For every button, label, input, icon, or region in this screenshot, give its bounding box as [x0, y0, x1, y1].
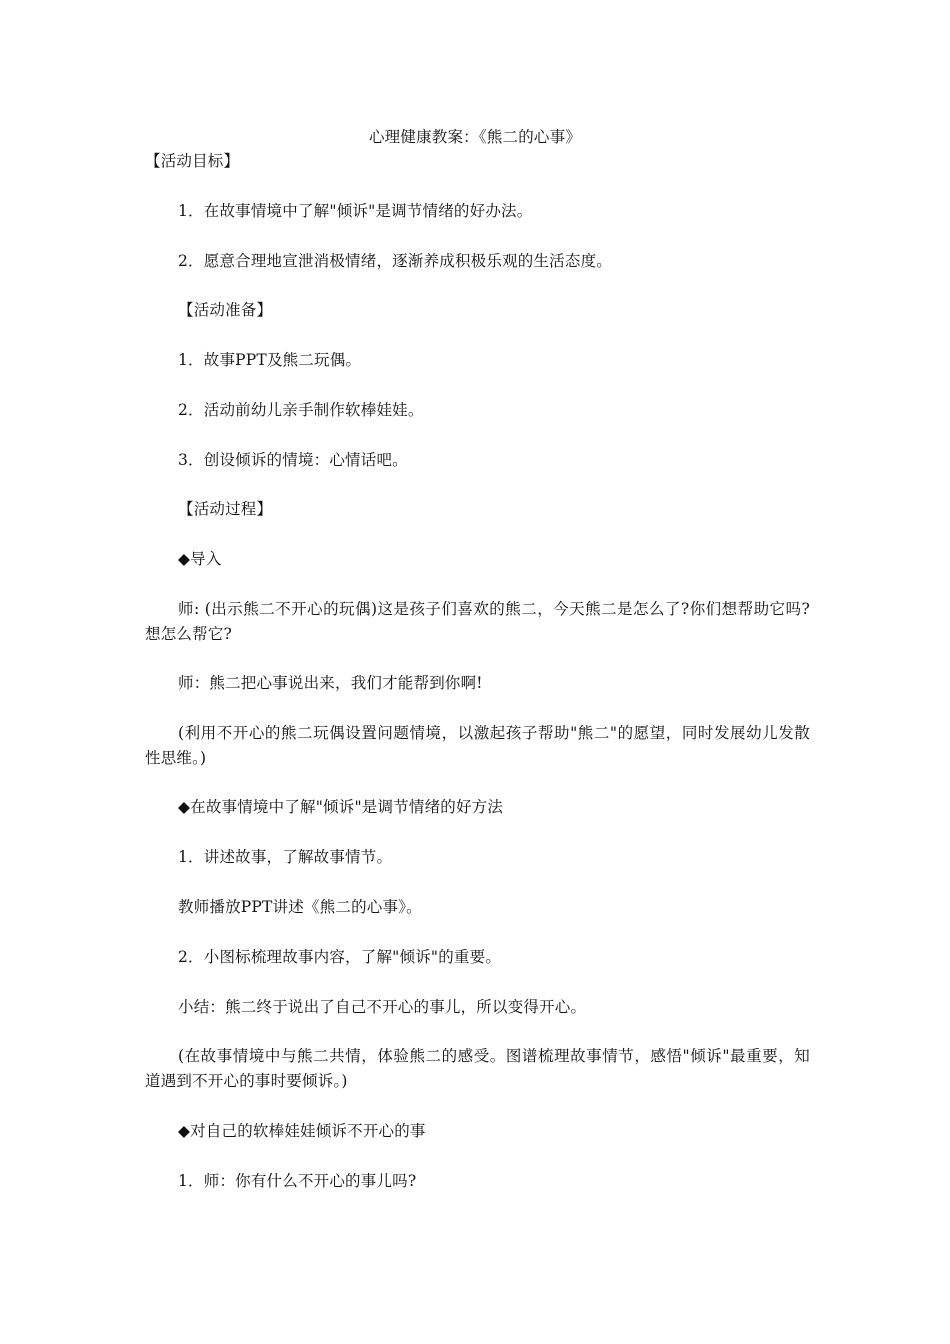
- doll-item-1: 1．师：你有什么不开心的事儿吗?: [178, 1172, 417, 1190]
- story-item-1: 1．讲述故事，了解故事情节。: [178, 848, 393, 866]
- intro-paragraph-2: 师：熊二把心事说出来，我们才能帮到你啊!: [178, 674, 483, 692]
- doll-heading: ◆对自己的软棒娃娃倾诉不开心的事: [178, 1122, 426, 1140]
- prep-heading: 【活动准备】: [178, 301, 273, 319]
- story-heading: ◆在故事情境中了解"倾诉"是调节情绪的好方法: [178, 798, 504, 816]
- intro-note: (利用不开心的熊二玩偶设置问题情境，以激起孩子帮助"熊二"的愿望，同时发展幼儿发散性思维。): [145, 724, 810, 767]
- story-item-1-detail: 教师播放PPT讲述《熊二的心事》。: [178, 898, 422, 916]
- story-note: (在故事情境中与熊二共情，体验熊二的感受。图谱梳理故事情节，感悟"倾诉"最重要，知道遇到不开心的事时要倾诉。): [145, 1047, 810, 1090]
- intro-paragraph-1: 师: (出示熊二不开心的玩偶)这是孩子们喜欢的熊二，今天熊二是怎么了?你们想帮助它吗?想怎么帮它?: [145, 600, 810, 643]
- process-heading: 【活动过程】: [178, 500, 273, 518]
- prep-item-1: 1．故事PPT及熊二玩偶。: [178, 351, 362, 369]
- story-item-2: 2．小图标梳理故事内容，了解"倾诉"的重要。: [178, 948, 502, 966]
- story-summary: 小结：熊二终于说出了自己不开心的事儿，所以变得开心。: [178, 998, 587, 1016]
- goals-heading: 【活动目标】: [145, 152, 240, 170]
- document-title: 心理健康教案：《熊二的心事》: [368, 128, 582, 146]
- goal-item-1: 1．在故事情境中了解"倾诉"是调节情绪的好办法。: [178, 202, 533, 220]
- prep-item-2: 2．活动前幼儿亲手制作软棒娃娃。: [178, 401, 424, 419]
- prep-item-3: 3．创设倾诉的情境：心情话吧。: [178, 451, 408, 469]
- intro-heading: ◆导入: [178, 550, 222, 568]
- goal-item-2: 2．愿意合理地宣泄消极情绪，逐渐养成积极乐观的生活态度。: [178, 252, 612, 270]
